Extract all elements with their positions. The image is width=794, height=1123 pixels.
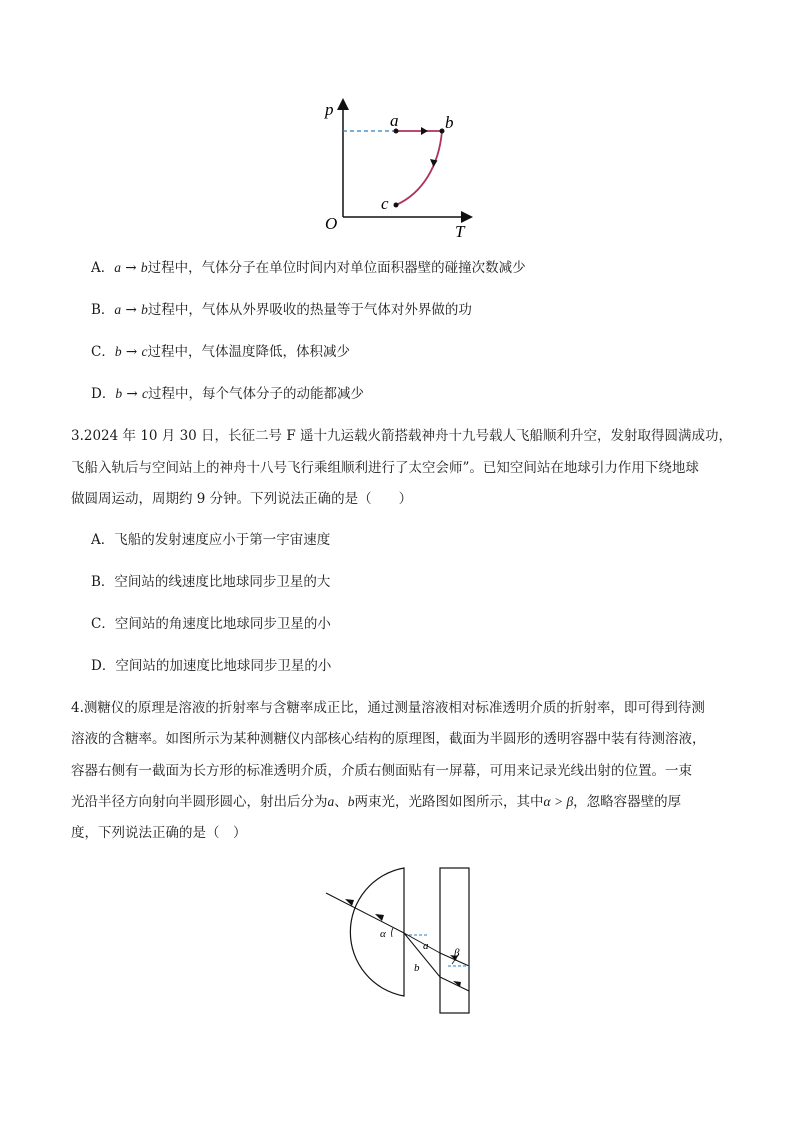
alpha-arc: [392, 928, 393, 937]
bc-curve: [396, 131, 442, 205]
label-alpha: α: [380, 928, 386, 940]
q4-line-2: 溶液的含糖率。如图所示为某种测糖仪内部核心结构的原理图，截面为半圆形的透明容器中装有待测溶液，: [71, 731, 706, 747]
q2-option-c: C．b → c过程中，气体温度降低，体积减少: [91, 344, 350, 360]
label-c: c: [381, 194, 389, 213]
q4-line-5: 度，下列说法正确的是（ ）: [71, 825, 247, 841]
q3-line-3: 做圆周运动，周期约 9 分钟。下列说法正确的是（ ）: [71, 491, 413, 507]
optics-diagram: [320, 860, 480, 1020]
q3-option-a: A．飞船的发射速度应小于第一宇宙速度: [91, 532, 331, 548]
q3-option-b: B．空间站的线速度比地球同步卫星的大: [91, 574, 331, 590]
ray-a-inside: [404, 933, 440, 953]
ab-arrow: [421, 127, 428, 135]
standard-medium: [440, 868, 469, 1013]
q3-line-1: 3.2024 年 10 月 30 日，长征二号 F 遥十九运载火箭搭载神舟十九号载人飞船顺利升空，发射取得圆满成功，: [71, 428, 732, 444]
q4-line-4: 光沿半径方向射向半圆形圆心，射出后分为a、b两束光，光路图如图所示，其中α > β，忽略容器壁的厚: [71, 794, 682, 810]
label-b: b: [445, 113, 454, 132]
point-b: [440, 129, 445, 134]
q4-line-1: 4.测糖仪的原理是溶液的折射率与含糖率成正比，通过测量溶液相对标准透明介质的折射率，即可得到待测: [71, 700, 705, 716]
q3-option-d: D．空间站的加速度比地球同步卫星的小: [91, 658, 332, 674]
label-t: T: [455, 222, 465, 241]
label-b-ray: b: [414, 962, 420, 974]
ray-b-inside: [404, 933, 440, 977]
q2-option-d: D．b → c过程中，每个气体分子的动能都减少: [91, 386, 364, 402]
ray-b-medium: [440, 977, 469, 991]
label-o: O: [325, 214, 338, 233]
label-a-ray: a: [423, 940, 429, 952]
semicircle-container: [350, 868, 404, 996]
incident-ray: [326, 893, 404, 933]
q2-option-b: B．a → b过程中，气体从外界吸收的热量等于气体对外界做的功: [91, 302, 472, 318]
label-beta: β: [454, 947, 460, 959]
point-c: [394, 203, 399, 208]
label-a: a: [390, 111, 399, 130]
q3-option-c: C．空间站的角速度比地球同步卫星的小: [91, 616, 331, 632]
q4-line-3: 容器右侧有一截面为长方形的标准透明介质，介质右侧面贴有一屏幕，可用来记录光线出射的位置。一束: [71, 763, 692, 779]
q2-option-a: A．a → b过程中，气体分子在单位时间内对单位面积器壁的碰撞次数减少: [91, 260, 526, 276]
q3-line-2: 飞船入轨后与空间站上的神舟十八号飞行乘组顺利进行了太空会师”。已知空间站在地球引力作用下绕地球: [71, 460, 699, 476]
pt-diagram: [315, 95, 485, 245]
label-p: p: [325, 100, 334, 119]
